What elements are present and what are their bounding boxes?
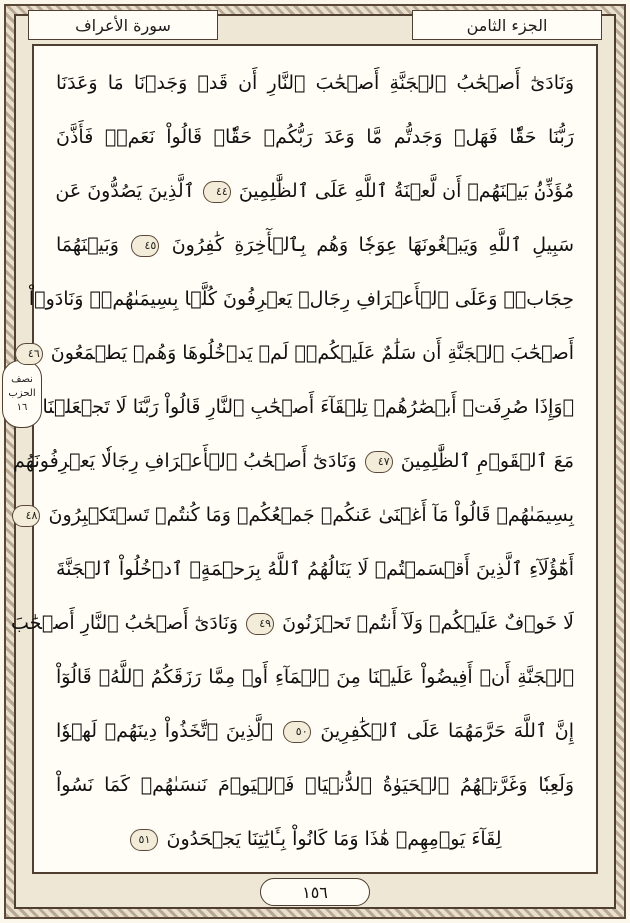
verse-text: ٱلۡجَنَّةِ أَنۡ أَفِيضُواْ عَلَيۡنَا مِنَ ٱلۡمَآءِ أَوۡ مِمَّا رَزَقَكُمُ ٱللَّهُۚ قَالُوٓاْ xyxy=(56,666,574,688)
verse-text: سَبِيلِ ٱللَّهِ وَيَبۡغُونَهَا عِوَجٗا وَهُم بِٱلۡأٓخِرَةِ كَٰفِرُونَ xyxy=(171,234,575,256)
verse-text-continued: وَبَيۡنَهُمَا xyxy=(56,234,119,256)
verse-text: لِقَآءَ يَوۡمِهِمۡ هَٰذَا وَمَا كَانُواْ بِـَٔايَٰتِنَا يَجۡحَدُونَ xyxy=(166,828,502,850)
ayah-number-marker: ٥٠ xyxy=(283,721,311,743)
surah-label: سورة الأعراف xyxy=(75,15,171,35)
verse-line xyxy=(56,56,574,110)
verse-text: أَصۡحَٰبَ ٱلۡجَنَّةِ أَن سَلَٰمٌ عَلَيۡكُمۡۚ لَمۡ يَدۡخُلُوهَا وَهُمۡ يَطۡمَعُونَ xyxy=(50,342,574,364)
verse-text: إِنَّ ٱللَّهَ حَرَّمَهُمَا عَلَى ٱلۡكَٰفِرِينَ xyxy=(320,720,575,742)
surah-title xyxy=(28,10,218,40)
verse-line xyxy=(56,542,574,596)
verse-line xyxy=(56,758,574,812)
verse-text: وَلَعِبٗا وَغَرَّتۡهُمُ ٱلۡحَيَوٰةُ ٱلدُّنۡيَاۚ فَٱلۡيَوۡمَ نَنسَىٰهُمۡ كَمَا نَسُواْ xyxy=(56,774,574,796)
ayah-number-marker: ٤٧ xyxy=(365,451,393,473)
verse-line xyxy=(28,272,574,326)
verse-line xyxy=(56,110,574,164)
verse-line xyxy=(56,812,574,866)
ayah-number-marker: ٤٥ xyxy=(131,235,159,257)
verse-text-continued: وَنَادَىٰٓ أَصۡحَٰبُ ٱلنَّارِ أَصۡحَٰبَ xyxy=(10,612,239,634)
verse-text: أَهَٰٓؤُلَآءِ ٱلَّذِينَ أَقۡسَمۡتُمۡ لَا يَنَالُهُمُ ٱللَّهُ بِرَحۡمَةٍۚ ٱدۡخُلُواْ ٱلۡجَنَّةَ xyxy=(56,558,574,580)
verse-text-continued: ٱلَّذِينَ ٱتَّخَذُواْ دِينَهُمۡ لَهۡوٗا xyxy=(56,720,273,742)
ayah-number-marker: ٤٨ xyxy=(12,505,40,527)
verse-text: مُؤَذِّنُۢ بَيۡنَهُمۡ أَن لَّعۡنَةُ ٱللَّهِ عَلَى ٱلظَّٰلِمِينَ xyxy=(238,180,574,202)
verse-text: رَبُّنَا حَقّٗا فَهَلۡ وَجَدتُّم مَّا وَعَدَ رَبُّكُمۡ حَقّٗاۖ قَالُواْ نَعَمۡۚ فَأَذَّنَ xyxy=(56,126,574,148)
verse-text: بِسِيمَىٰهُمۡ قَالُواْ مَآ أَغۡنَىٰ عَنكُمۡ جَمۡعُكُمۡ وَمَا كُنتُمۡ تَسۡتَكۡبِرُونَ xyxy=(48,504,574,526)
hizb-marker-line3: ١٦ xyxy=(16,402,28,413)
verse-text: مَعَ ٱلۡقَوۡمِ ٱلظَّٰلِمِينَ xyxy=(400,450,574,472)
page-number: ١٥٦ xyxy=(302,882,328,902)
ayah-number-marker: ٤٦ xyxy=(15,343,43,365)
juz-label: الجزء الثامن xyxy=(466,15,548,35)
page-number-badge xyxy=(260,878,370,906)
verse-text: حِجَابٞۚ وَعَلَى ٱلۡأَعۡرَافِ رِجَالٞ يَعۡرِفُونَ كُلَّۢا بِسِيمَىٰهُمۡۚ وَنَادَوۡاْ xyxy=(28,288,574,310)
hizb-marker-line2: الحزب xyxy=(8,388,36,399)
ayah-number-marker: ٥١ xyxy=(130,829,158,851)
verse-text-continued: وَنَادَىٰٓ أَصۡحَٰبُ ٱلۡأَعۡرَافِ رِجَالٗا يَعۡرِفُونَهُم xyxy=(13,450,357,472)
ayah-number-marker: ٤٩ xyxy=(246,613,274,635)
verse-line xyxy=(56,704,574,758)
verse-line xyxy=(13,434,574,488)
verse-line xyxy=(25,488,574,542)
verse-line xyxy=(27,326,574,380)
verse-text: لَا خَوۡفٌ عَلَيۡكُمۡ وَلَآ أَنتُمۡ تَحۡزَنُونَ xyxy=(282,612,574,634)
verse-line xyxy=(56,218,574,272)
verse-text: وَنَادَىٰٓ أَصۡحَٰبُ ٱلۡجَنَّةِ أَصۡحَٰبَ ٱلنَّارِ أَن قَدۡ وَجَدۡنَا مَا وَعَدَنَا xyxy=(56,72,574,94)
verse-line xyxy=(56,650,574,704)
juz-title xyxy=(412,10,602,40)
verse-line xyxy=(42,380,574,434)
verse-line xyxy=(56,164,574,218)
verse-text-continued: ٱلَّذِينَ يَصُدُّونَ عَن xyxy=(55,180,195,202)
ayah-number-marker: ٤٤ xyxy=(203,181,231,203)
verse-line xyxy=(10,596,574,650)
verse-text: ۞وَإِذَا صُرِفَتۡ أَبۡصَٰرُهُمۡ تِلۡقَآءَ أَصۡحَٰبِ ٱلنَّارِ قَالُواْ رَبَّنَا لَا تَجۡعَلۡنَا xyxy=(42,396,574,418)
hizb-marker-line1: نصف xyxy=(11,374,33,385)
